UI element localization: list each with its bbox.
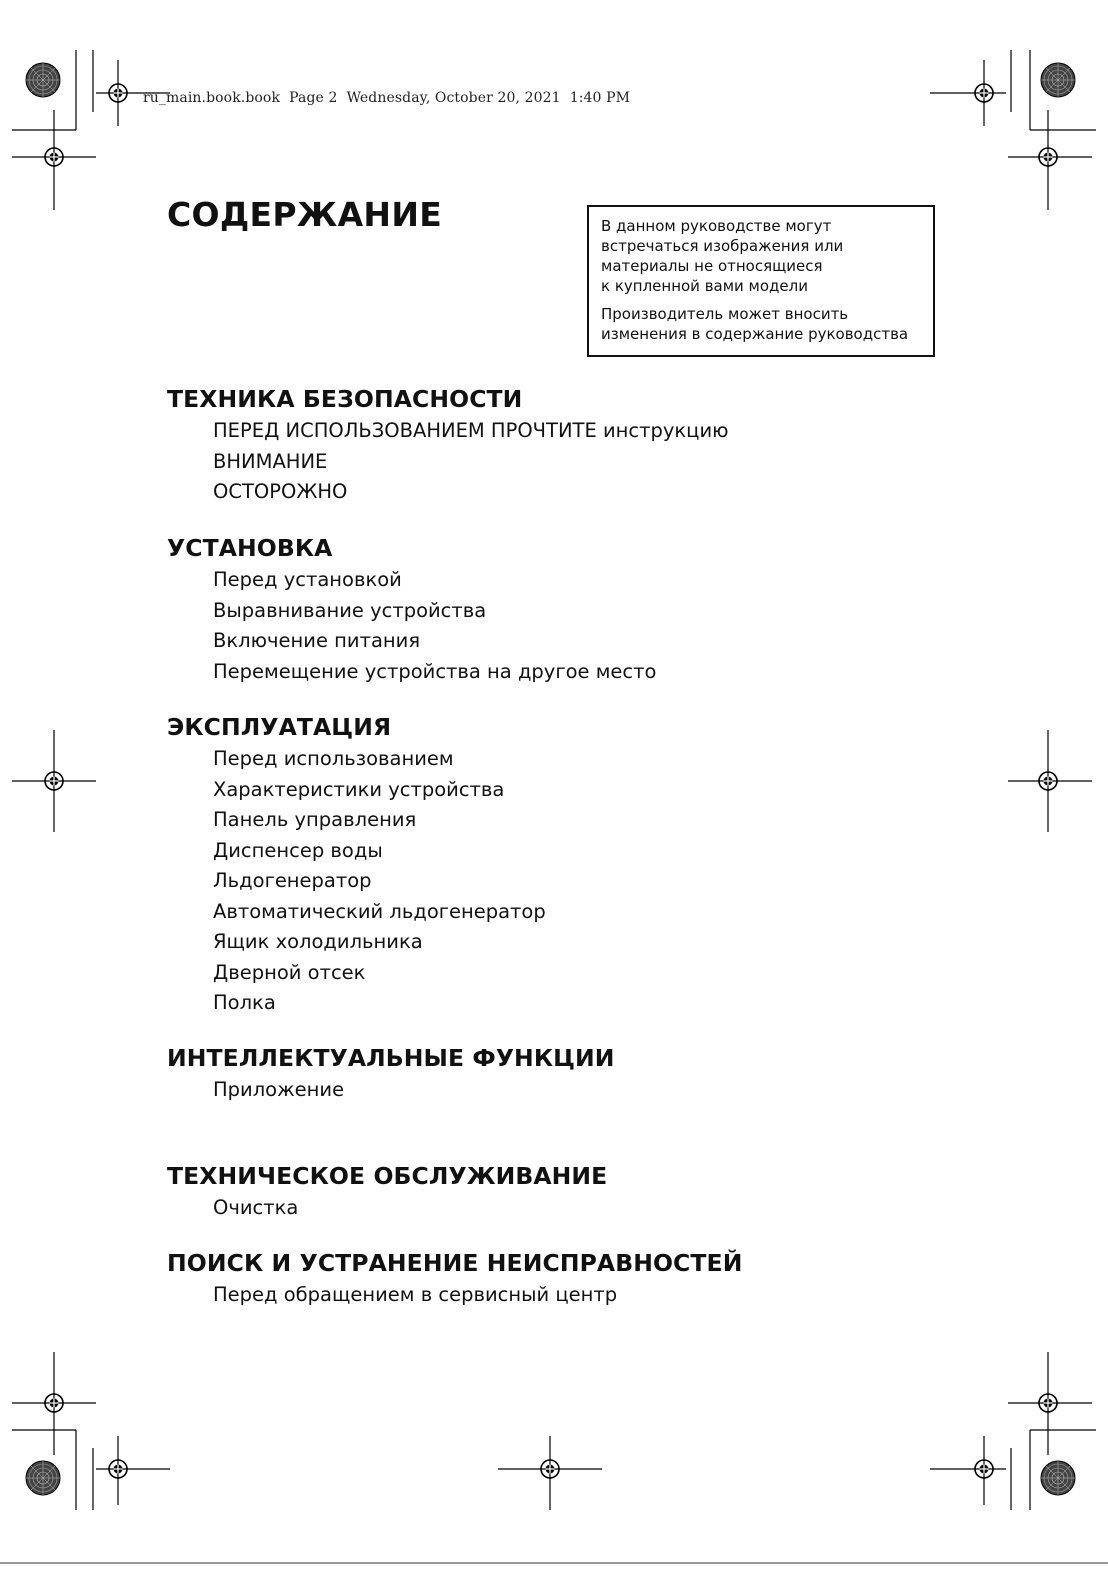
toc-item: Очистка [213, 1196, 299, 1219]
toc-section-maintenance [167, 1161, 967, 1224]
section-title: ЭКСПЛУАТАЦИЯ [167, 713, 392, 741]
toc-item: Перед установкой [213, 568, 402, 591]
section-title: ТЕХНИКА БЕЗОПАСНОСТИ [167, 385, 523, 413]
section-title: ИНТЕЛЛЕКТУАЛЬНЫЕ ФУНКЦИИ [167, 1044, 615, 1072]
section-title: УСТАНОВКА [167, 534, 333, 562]
toc-item: Перед обращением в сервисный центр [213, 1283, 618, 1306]
toc-section-troubleshooting [167, 1248, 967, 1311]
toc-item: Перед использованием [213, 747, 454, 770]
toc-item: Диспенсер воды [213, 838, 383, 862]
notice-text-1: В данном руководстве могут встречаться изображения или материалы не относящиеся к купленной вами модели [601, 217, 844, 295]
toc-item: ПЕРЕД ИСПОЛЬЗОВАНИЕМ ПРОЧТИТЕ инструкцию [213, 419, 729, 442]
print-header: ru_main.book.book Page 2 Wednesday, October 20, 2021 1:40 PM [143, 90, 631, 106]
toc-item: Автоматический льдогенератор [213, 899, 546, 923]
toc-section-operation [167, 712, 967, 1019]
section-title: ТЕХНИЧЕСКОЕ ОБСЛУЖИВАНИЕ [167, 1162, 608, 1190]
toc-item: Включение питания [213, 629, 421, 652]
toc-item: Приложение [213, 1078, 345, 1101]
toc-item: Льдогенератор [213, 869, 372, 892]
toc-section-installation [167, 533, 967, 687]
toc-item: Панель управления [213, 808, 417, 831]
page-bottom-divider [0, 1562, 1108, 1564]
toc-item: Характеристики устройства [213, 777, 505, 801]
toc-item: Полка [213, 991, 276, 1014]
toc-item: Ящик холодильника [213, 930, 423, 953]
toc-item: Дверной отсек [213, 960, 366, 984]
page-title: СОДЕРЖАНИЕ [167, 195, 443, 234]
notice-box [587, 205, 935, 357]
toc-section-smart-functions [167, 1043, 967, 1106]
toc-item: Перемещение устройства на другое место [213, 659, 657, 683]
toc-item: ВНИМАНИЕ [213, 449, 328, 473]
notice-text-2: Производитель может вносить изменения в содержание руководства [601, 305, 909, 343]
section-title: ПОИСК И УСТРАНЕНИЕ НЕИСПРАВНОСТЕЙ [167, 1249, 743, 1277]
toc-item: Выравнивание устройства [213, 598, 487, 622]
toc-section-safety [167, 384, 967, 508]
toc-item: ОСТОРОЖНО [213, 480, 348, 503]
